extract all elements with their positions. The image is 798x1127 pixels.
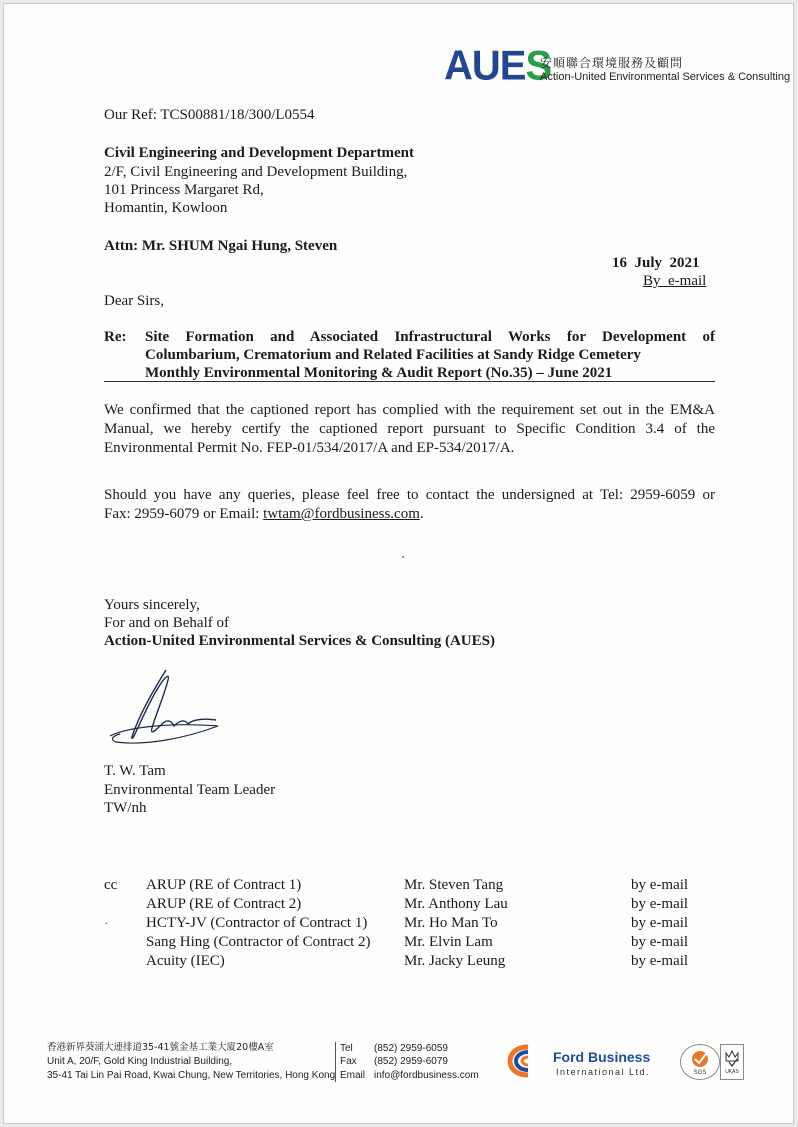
crown-icon — [721, 1045, 743, 1069]
footer-tel-label: Tel — [340, 1043, 353, 1054]
cc-org-5: Acuity (IEC) — [146, 953, 225, 969]
re-underline — [104, 381, 715, 382]
ukas-cert-badge — [720, 1044, 744, 1080]
sgs-label: SGS — [693, 1070, 707, 1076]
stray-mark — [402, 556, 404, 558]
cc-org-2: ARUP (RE of Contract 2) — [146, 896, 302, 912]
letter-page — [3, 3, 794, 1124]
company-name-en: Action-United Environmental Services & Consulting — [540, 71, 791, 83]
addressee-line-3: Homantin, Kowloon — [104, 200, 228, 216]
cc-org-3: HCTY-JV (Contractor of Contract 1) — [146, 915, 368, 931]
addressee-line-1: 2/F, Civil Engineering and Development Building, — [104, 164, 408, 180]
reference-initials: TW/nh — [104, 800, 147, 816]
cc-person-1: Mr. Steven Tang — [404, 877, 504, 893]
paragraph-2-line-1: Should you have any queries, please feel free to contact the undersigned at Tel: 2959-6059 or — [104, 487, 715, 503]
ford-business-logo-icon — [507, 1044, 549, 1078]
paragraph-1-line-2: Manual, we hereby certify the captioned report pursuant to Specific Condition 3.4 of the — [104, 421, 715, 437]
ford-business-name: Ford Business — [553, 1049, 651, 1065]
signer-name: T. W. Tam — [104, 763, 166, 779]
cc-org-4: Sang Hing (Contractor of Contract 2) — [146, 934, 371, 950]
period: . — [419, 506, 424, 522]
re-subject-line-1: Site Formation and Associated Infrastructural Works for Development of — [145, 329, 715, 345]
cc-method-3: by e-mail — [631, 915, 689, 931]
ford-business-sub: International Ltd. — [556, 1067, 651, 1077]
company-name-cn: 安順聯合環境服務及顧問 — [540, 56, 684, 70]
cc-method-2: by e-mail — [631, 896, 689, 912]
re-subject-line-3: Monthly Environmental Monitoring & Audit Report (No.35) – June 2021 — [145, 365, 613, 381]
footer-address-en-2: 35-41 Tai Lin Pai Road, Kwai Chung, New Territories, Hong Kong — [47, 1070, 336, 1081]
cc-person-3: Mr. Ho Man To — [404, 915, 498, 931]
cc-method-4: by e-mail — [631, 934, 689, 950]
paragraph-1-line-3: Environmental Permit No. FEP-01/534/2017/A and EP-534/2017/A. — [104, 440, 515, 456]
logo-text: AUES — [444, 42, 552, 90]
cc-person-5: Mr. Jacky Leung — [404, 953, 506, 969]
paragraph-1-line-1: We confirmed that the captioned report has complied with the requirement set out in the EM&A — [104, 402, 715, 418]
delivery-method: By e-mail — [643, 273, 707, 289]
footer-address-cn: 香港新界葵涌大連排道35-41號金基工業大廈20樓A室 — [47, 1042, 274, 1053]
footer-email[interactable]: info@fordbusiness.com — [374, 1070, 479, 1081]
paragraph-2-line-2 — [104, 505, 715, 524]
fax-email-text: Fax: 2959-6079 or Email: — [104, 506, 264, 522]
salutation: Dear Sirs, — [104, 293, 164, 309]
letter-date: 16 July 2021 — [612, 255, 700, 271]
addressee-department: Civil Engineering and Development Department — [104, 145, 414, 161]
body-paragraph-2 — [104, 486, 715, 524]
cc-method-5: by e-mail — [631, 953, 689, 969]
footer-fax: (852) 2959-6079 — [374, 1056, 448, 1067]
sgs-cert-badge — [680, 1044, 720, 1080]
footer-fax-label: Fax — [340, 1056, 357, 1067]
cc-method-1: by e-mail — [631, 877, 689, 893]
reference-number: Our Ref: TCS00881/18/300/L0554 — [104, 107, 315, 123]
signer-title: Environmental Team Leader — [104, 782, 276, 798]
ukas-label: UKAS — [725, 1069, 739, 1075]
cc-person-2: Mr. Anthony Lau — [404, 896, 508, 912]
body-paragraph-1 — [104, 401, 715, 458]
cc-org-1: ARUP (RE of Contract 1) — [146, 877, 302, 893]
footer-divider — [335, 1042, 336, 1082]
aues-logo — [444, 42, 552, 90]
cc-dot: . — [105, 916, 108, 927]
cc-label: cc — [104, 877, 118, 893]
signature-image — [106, 666, 224, 748]
footer-tel: (852) 2959-6059 — [374, 1043, 448, 1054]
closing-line-2: For and on Behalf of — [104, 615, 229, 631]
addressee-line-2: 101 Princess Margaret Rd, — [104, 182, 264, 198]
re-subject-line-2: Columbarium, Crematorium and Related Facilities at Sandy Ridge Cemetery — [145, 347, 641, 363]
closing-line-1: Yours sincerely, — [104, 597, 200, 613]
footer-email-label: Email — [340, 1070, 366, 1081]
attention-line: Attn: Mr. SHUM Ngai Hung, Steven — [104, 238, 338, 254]
re-label: Re: — [104, 329, 127, 345]
cc-person-4: Mr. Elvin Lam — [404, 934, 493, 950]
footer-address-en-1: Unit A, 20/F, Gold King Industrial Building, — [47, 1056, 233, 1067]
contact-email-link[interactable]: twtam@fordbusiness.com — [263, 506, 420, 522]
closing-company: Action-United Environmental Services & Consulting (AUES) — [104, 633, 495, 649]
